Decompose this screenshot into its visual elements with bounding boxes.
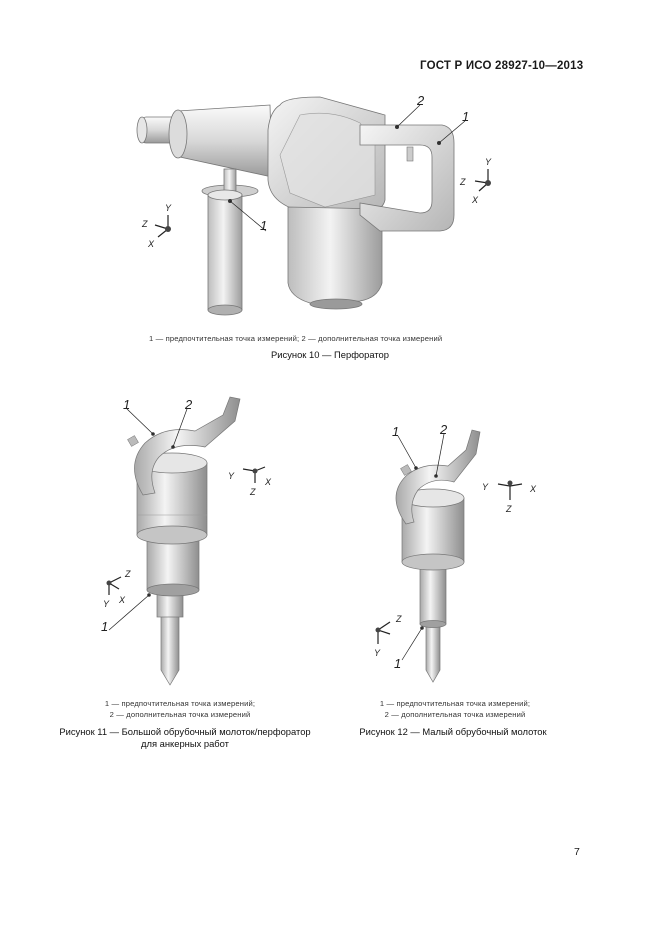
side-handle <box>202 169 258 315</box>
coordinate-frame-body <box>103 569 131 609</box>
figure-12-legend-line-1: 1 — предпочтительная точка измерений; <box>379 699 531 708</box>
figure-12-caption: Рисунок 12 — Малый обрубочный молоток <box>359 726 547 737</box>
figure-11-caption-line-1: Рисунок 11 — Большой обрубочный молоток/перфоратор <box>59 726 311 737</box>
axis-label-y: Y <box>228 471 235 481</box>
axis-label-y: Y <box>165 203 172 213</box>
axis-label-z: Z <box>506 504 512 514</box>
axis-label-y: Y <box>374 648 381 658</box>
callout-2: 2 <box>417 93 425 108</box>
page-number: 7 <box>574 846 580 858</box>
callout-1: 1 <box>394 656 402 671</box>
document-standard-header: ГОСТ Р ИСО 28927-10—2013 <box>420 60 584 72</box>
axis-label-y: Y <box>485 157 492 167</box>
callout-1: 1 <box>101 619 109 634</box>
figure-12-legend-line-2: 2 — дополнительная точка измерений <box>384 710 526 719</box>
axis-label-z: Z <box>142 219 148 229</box>
callout-1: 1 <box>123 397 131 412</box>
coordinate-frame-tool <box>141 203 172 249</box>
callout-1: 1 <box>392 424 400 439</box>
figure-10-rotary-hammer-drawing <box>120 85 520 325</box>
figure-11-caption-line-2: для анкерных работ <box>141 738 229 749</box>
axis-label-x: X <box>530 484 537 494</box>
figure-10-legend: 1 — предпочтительная точка измерений; 2 — дополнительная точка измерений <box>149 334 443 343</box>
callout-2: 2 <box>185 397 193 412</box>
figure-11-legend-line-1: 1 — предпочтительная точка измерений; <box>104 699 256 708</box>
callout-1: 1 <box>462 109 470 124</box>
axis-label-z: Z <box>460 177 466 187</box>
figure-11-legend-line-2: 2 — дополнительная точка измерений <box>109 710 251 719</box>
figure-12-small-chipping-hammer-drawing <box>360 420 560 690</box>
coordinate-frame-handle <box>482 481 537 515</box>
axis-label-x: X <box>472 195 479 205</box>
axis-label-z: Z <box>396 614 402 624</box>
axis-label-z: Z <box>125 569 131 579</box>
callout-2: 2 <box>440 422 448 437</box>
figure-10-caption: Рисунок 10 — Перфоратор <box>271 349 389 360</box>
axis-label-y: Y <box>482 482 489 492</box>
coordinate-frame-handle <box>459 157 492 205</box>
axis-label-x: X <box>265 477 272 487</box>
figure-11-large-chipping-hammer-drawing <box>95 385 295 690</box>
coordinate-frame-handle <box>228 467 272 497</box>
axis-label-y: Y <box>103 599 110 609</box>
axis-label-x: X <box>119 595 126 605</box>
axis-label-x: X <box>148 239 155 249</box>
axis-label-z: Z <box>250 487 256 497</box>
callout-1: 1 <box>260 218 268 233</box>
coordinate-frame-body <box>374 614 402 658</box>
